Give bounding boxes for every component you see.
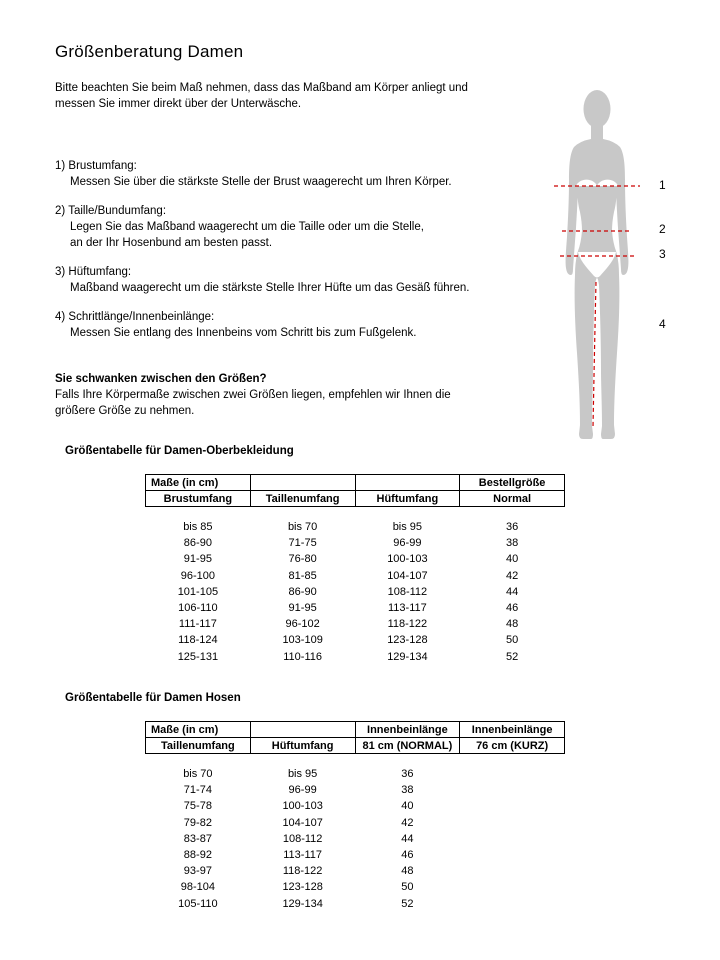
table-cell: 46 <box>401 848 414 861</box>
table-cell: 38 <box>506 537 519 550</box>
table-row <box>146 880 565 896</box>
intro-line: Bitte beachten Sie beim Maß nehmen, dass das Maßband am Körper anliegt und <box>55 82 468 94</box>
table-cell: 46 <box>506 601 519 614</box>
table-cell: bis 70 <box>183 768 213 780</box>
table-row <box>146 568 565 584</box>
table-cell: 44 <box>506 585 519 598</box>
table-cell <box>460 783 565 799</box>
instruction-line: an der Ihr Hosenbund am besten passt. <box>70 237 273 249</box>
table-row <box>146 754 565 783</box>
table-cell: 105-110 <box>178 897 218 910</box>
table-cell: 71-75 <box>288 537 317 550</box>
instruction-item-waist <box>55 203 470 251</box>
instruction-text <box>55 174 470 190</box>
table-cell: 118-122 <box>282 865 323 878</box>
tops-table-title: Größentabelle für Damen-Oberbekleidung <box>65 445 294 457</box>
table-row <box>146 584 565 600</box>
table-cell: 91-95 <box>183 553 212 566</box>
table-cell: 96-100 <box>180 569 215 582</box>
table-row <box>146 799 565 815</box>
table-cell: 86-90 <box>288 585 317 598</box>
table-cell: 96-102 <box>285 618 320 631</box>
table-cell: 101-105 <box>177 585 219 598</box>
instruction-line: Legen Sie das Maßband waagerecht um die Taille oder um die Stelle, <box>70 221 424 233</box>
table-cell: 76-80 <box>288 553 317 566</box>
instruction-line: Maßband waagerecht um die stärkste Stelle Ihrer Hüfte um das Gesäß führen. <box>70 282 470 294</box>
table-row <box>146 552 565 568</box>
measurement-instructions <box>55 158 470 354</box>
pants-size-table <box>145 721 565 912</box>
table-header-row <box>146 491 565 507</box>
table-cell <box>460 896 565 912</box>
table-header-cell: Taillenumfang <box>250 491 355 507</box>
table-cell: 42 <box>506 569 519 582</box>
table-header-cell <box>355 475 460 491</box>
table-header-cell: Hüftumfang <box>355 491 460 507</box>
table-header-cell <box>250 475 355 491</box>
table-cell: 52 <box>401 897 414 910</box>
table-cell: 110-116 <box>283 650 322 663</box>
table-cell <box>460 831 565 847</box>
instruction-label: 1) Brustumfang: <box>55 160 137 172</box>
table-row <box>146 617 565 633</box>
instruction-item-hip <box>55 264 470 296</box>
table-cell: 36 <box>401 768 414 780</box>
pants-size-table-section <box>0 692 720 912</box>
pants-table-title: Größentabelle für Damen Hosen <box>65 692 241 704</box>
measure-marker-1: 1 <box>659 178 666 192</box>
table-cell: 118-124 <box>178 634 218 647</box>
table-cell: 113-117 <box>283 848 322 861</box>
instruction-item-bust <box>55 158 470 190</box>
table-header-cell: Normal <box>460 491 565 507</box>
table-cell: 100-103 <box>282 800 323 813</box>
body-measurement-figure <box>540 85 690 457</box>
instruction-text <box>55 280 470 296</box>
table-header-cell: 76 cm (KURZ) <box>460 738 565 754</box>
table-cell: 83-87 <box>183 832 212 845</box>
table-row <box>146 815 565 831</box>
table-cell: 98-104 <box>180 881 215 894</box>
advice-heading: Sie schwanken zwischen den Größen? <box>55 373 267 385</box>
instruction-label: 2) Taille/Bundumfang: <box>55 205 167 217</box>
pants-table-body <box>146 754 565 913</box>
tops-size-table <box>145 474 565 665</box>
table-cell: 40 <box>506 553 519 566</box>
table-header-cell: Innenbeinlänge <box>460 722 565 738</box>
table-cell <box>460 864 565 880</box>
table-cell: 38 <box>401 784 414 797</box>
table-cell: 123-128 <box>387 634 428 647</box>
table-cell: 42 <box>401 816 414 829</box>
advice-line: Falls Ihre Körpermaße zwischen zwei Größen liegen, empfehlen wir Ihnen die <box>55 389 451 401</box>
table-cell: 71-74 <box>183 784 212 797</box>
instruction-line: Messen Sie entlang des Innenbeins vom Schritt bis zum Fußgelenk. <box>70 327 417 339</box>
table-cell: 91-95 <box>288 601 317 614</box>
table-row <box>146 536 565 552</box>
table-cell: 52 <box>506 650 519 663</box>
table-cell: bis 70 <box>287 521 318 533</box>
pants-table-header <box>146 722 565 754</box>
table-row <box>146 633 565 649</box>
table-cell: 125-131 <box>177 650 219 663</box>
female-silhouette-illustration <box>540 85 655 457</box>
table-cell: 108-112 <box>387 585 428 598</box>
table-cell: 129-134 <box>282 897 323 910</box>
table-header-cell: Brustumfang <box>146 491 251 507</box>
table-cell: bis 95 <box>392 521 423 533</box>
table-cell: 50 <box>506 634 519 647</box>
table-row <box>146 896 565 912</box>
table-cell: 104-107 <box>387 569 428 582</box>
instruction-text <box>55 325 470 341</box>
table-cell: bis 95 <box>287 768 318 780</box>
instruction-item-inseam <box>55 309 470 341</box>
page-title: Größenberatung Damen <box>55 42 244 61</box>
table-cell: 108-112 <box>282 832 323 845</box>
table-header-cell: Bestellgröße <box>460 475 565 491</box>
table-cell: 44 <box>401 832 414 845</box>
table-header-cell: Hüftumfang <box>250 738 355 754</box>
table-header-cell: 81 cm (NORMAL) <box>355 738 460 754</box>
tops-size-table-section <box>0 445 720 665</box>
table-cell: 96-99 <box>288 784 317 797</box>
table-cell: 123-128 <box>282 881 323 894</box>
table-header-cell <box>250 722 355 738</box>
instruction-text <box>55 219 470 251</box>
table-cell: 79-82 <box>183 816 212 829</box>
instruction-label: 4) Schrittlänge/Innenbeinlänge: <box>55 311 215 323</box>
between-sizes-advice <box>55 371 451 419</box>
table-cell: 111-117 <box>178 618 217 631</box>
table-cell: 104-107 <box>282 816 323 829</box>
table-header-cell: Maße (in cm) <box>146 475 251 491</box>
table-cell: 36 <box>506 521 519 533</box>
measure-marker-4: 4 <box>659 317 666 331</box>
table-row <box>146 649 565 665</box>
table-row <box>146 864 565 880</box>
table-cell: 48 <box>401 865 414 878</box>
table-cell: 100-103 <box>387 553 428 566</box>
table-header-row <box>146 475 565 491</box>
tops-table-body <box>146 507 565 666</box>
table-cell: 81-85 <box>288 569 317 582</box>
advice-line: größere Größe zu nehmen. <box>55 405 195 417</box>
table-cell: 106-110 <box>178 601 218 614</box>
table-header-cell: Taillenumfang <box>146 738 251 754</box>
table-header-cell: Maße (in cm) <box>146 722 251 738</box>
table-row <box>146 783 565 799</box>
table-cell: 48 <box>506 618 519 631</box>
intro-paragraph <box>55 81 468 112</box>
table-header-row <box>146 722 565 738</box>
table-cell: 113-117 <box>388 601 427 614</box>
table-cell: 96-99 <box>393 537 422 550</box>
table-cell: 129-134 <box>387 650 428 663</box>
table-header-row <box>146 738 565 754</box>
table-cell: bis 85 <box>183 521 213 533</box>
table-cell: 118-122 <box>387 618 428 631</box>
table-row <box>146 600 565 616</box>
intro-line: messen Sie immer direkt über der Unterwäsche. <box>55 97 302 110</box>
table-cell <box>460 754 565 783</box>
table-cell <box>460 815 565 831</box>
instruction-line: Messen Sie über die stärkste Stelle der Brust waagerecht um Ihren Körper. <box>70 176 452 188</box>
table-cell: 50 <box>401 881 414 894</box>
table-cell: 86-90 <box>183 537 212 550</box>
table-cell: 103-109 <box>282 634 323 647</box>
tops-table-header <box>146 475 565 507</box>
table-row <box>146 507 565 536</box>
table-cell: 40 <box>401 800 414 813</box>
table-row <box>146 831 565 847</box>
table-cell: 88-92 <box>183 848 212 861</box>
measure-marker-2: 2 <box>659 222 666 236</box>
table-cell: 93-97 <box>183 865 212 878</box>
table-header-cell: Innenbeinlänge <box>355 722 460 738</box>
table-row <box>146 847 565 863</box>
table-cell <box>460 847 565 863</box>
measure-marker-3: 3 <box>659 247 666 261</box>
table-cell: 75-78 <box>183 800 212 813</box>
instruction-label: 3) Hüftumfang: <box>55 266 132 278</box>
table-cell <box>460 799 565 815</box>
table-cell <box>460 880 565 896</box>
